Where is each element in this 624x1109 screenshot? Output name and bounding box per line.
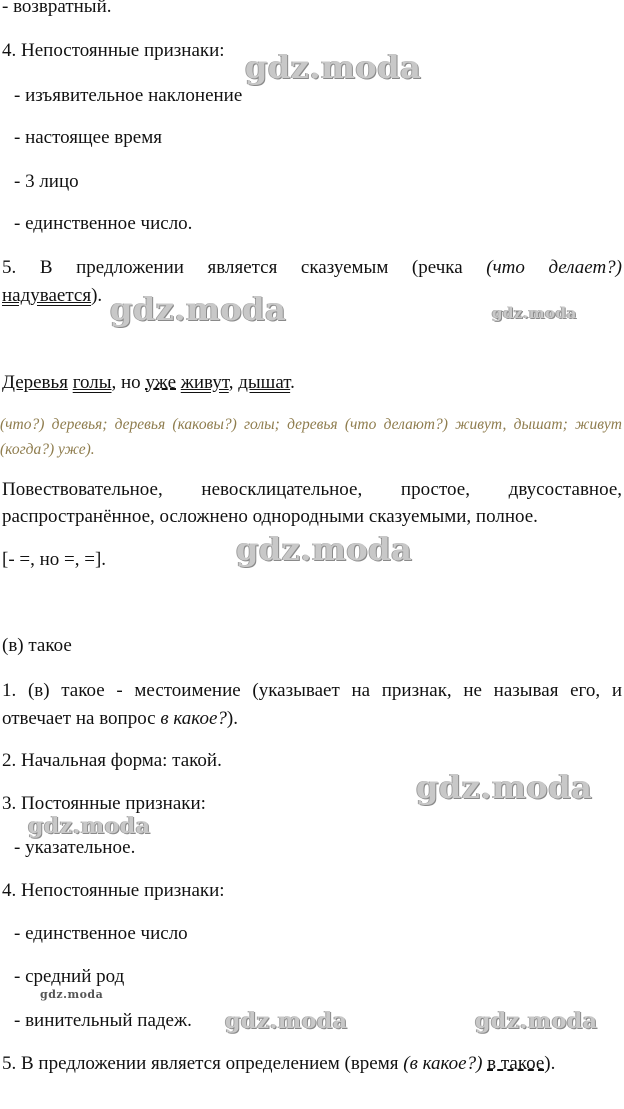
list-item: - 3 лицо	[14, 171, 79, 192]
watermark: gdz.moda	[110, 290, 287, 328]
text-line: 2. Начальная форма: такой.	[2, 750, 222, 771]
list-item: - средний род	[14, 966, 125, 987]
adverbial-word: уже	[145, 372, 176, 393]
text-line: - возвратный.	[2, 0, 112, 17]
punctuation: ).	[91, 285, 103, 306]
watermark: gdz.moda	[475, 1008, 598, 1034]
question: (что делает?)	[486, 257, 623, 278]
example-sentence	[2, 372, 295, 394]
text-line: распространённое, осложнено однородными сказуемыми, полное.	[2, 506, 538, 527]
list-item: - единственное число.	[14, 213, 193, 234]
watermark: gdz.moda	[40, 988, 104, 1001]
text-line	[2, 285, 102, 307]
punctuation: ).	[226, 708, 238, 729]
predicate-word: надувается	[2, 285, 92, 306]
list-item: - настоящее время	[14, 127, 162, 148]
predicate-word: голы	[72, 372, 112, 393]
watermark: gdz.moda	[236, 530, 413, 568]
watermark: gdz.moda	[225, 1008, 348, 1034]
watermark: gdz.moda	[492, 304, 577, 322]
analysis-text: (что?) деревья; деревья (каковы?) голы; деревья (что делают?) живут, дышат; живут (когда?) уже).	[0, 416, 622, 458]
text-line: 4. Непостоянные признаки:	[2, 40, 225, 61]
list-item: - изъявительное наклонение	[14, 85, 243, 106]
punctuation: , но	[111, 372, 146, 393]
text-fragment: отвечает на вопрос	[2, 708, 161, 729]
punctuation: ).	[544, 1053, 556, 1074]
predicate-word: живут	[180, 372, 229, 393]
section-heading: (в) такое	[2, 635, 72, 656]
text-fragment: 5. В предложении является сказуемым (речка	[2, 257, 463, 278]
text-line: 4. Непостоянные признаки:	[2, 880, 225, 901]
watermark: gdz.moda	[416, 768, 593, 806]
watermark: gdz.moda	[28, 813, 151, 839]
question: (в какое?)	[403, 1053, 483, 1074]
question: в какое?	[160, 708, 227, 729]
subject-word: Деревья	[2, 372, 68, 393]
punctuation: ,	[228, 372, 239, 393]
text-line: 1. (в) такое - местоимение (указывает на признак, не называя его, и	[2, 680, 622, 701]
text-line	[2, 1053, 555, 1075]
predicate-word: дышат	[238, 372, 291, 393]
list-item: - единственное число	[14, 923, 188, 944]
list-item: - винительный падеж.	[14, 1010, 192, 1031]
text-line	[2, 257, 622, 279]
attribute-word: в такое	[487, 1053, 545, 1074]
text-fragment: 5. В предложении является определением (время	[2, 1053, 404, 1074]
watermark: gdz.moda	[245, 48, 422, 86]
text-line	[2, 708, 238, 730]
list-item: - указательное.	[14, 837, 136, 858]
text-line: 3. Постоянные признаки:	[2, 793, 206, 814]
punctuation: .	[290, 372, 295, 393]
text-line: Повествовательное, невосклицательное, простое, двусоставное,	[2, 479, 622, 500]
sentence-scheme: [- =, но =, =].	[2, 549, 107, 570]
